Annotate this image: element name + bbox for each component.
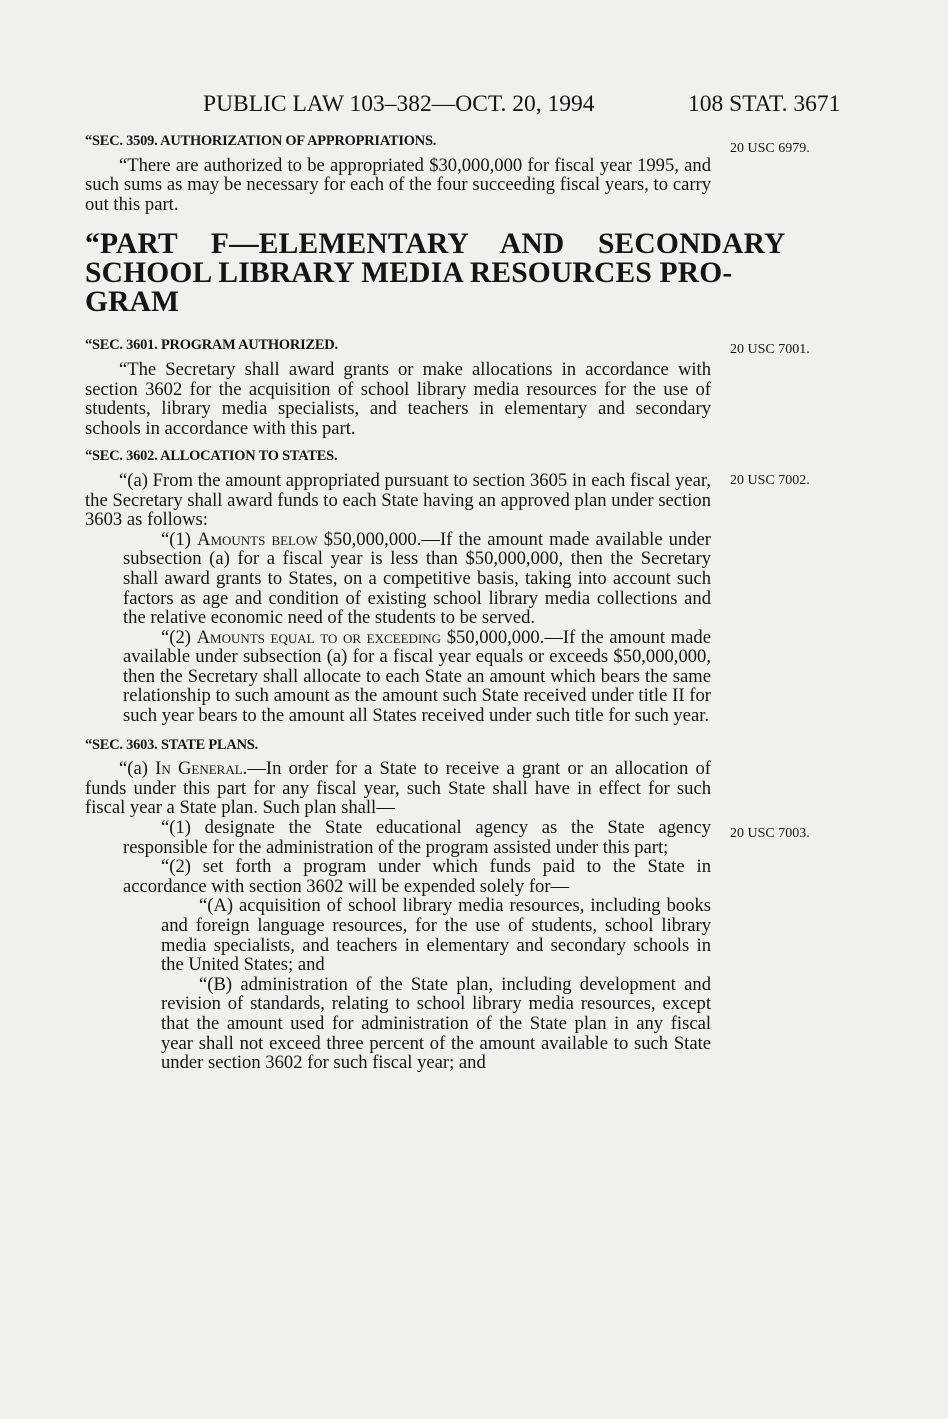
section-heading-3602: “SEC. 3602. ALLOCATION TO STATES. [85, 448, 338, 465]
section-3601-text: “The Secretary shall award grants or make allocations in accordance with section 3602 for the acquisition of school library media resources for the use of students, library media specialists, and teachers in elementary and secondary schools in accordance with this part. [85, 358, 711, 439]
part-f-heading-line1 [85, 228, 786, 261]
section-3602-p1-num: “(1) [161, 528, 198, 550]
section-3603-a-text: —In order for a State to receive a grant or an allocation of funds under this part for any fiscal year, such State shall have in effect for such fiscal year a State plan. Such plan shall— [85, 758, 712, 819]
header-title: PUBLIC LAW 103–382—OCT. 20, 1994 [203, 91, 595, 117]
part-f-heading-line3: GRAM [85, 286, 180, 319]
section-heading-3601: “SEC. 3601. PROGRAM AUTHORIZED. [85, 337, 338, 354]
section-3602-p2-text: —If the amount made available under subsection (a) for a fiscal year equals or exceeds $50,000,000, then the Secretary shall allocate to each State an amount which bears the same relationship to such amount as the amount such State received under title II for such year bears to the amount all States received under such title for such year. [123, 626, 711, 727]
section-3603-a-num: “(a) [119, 758, 156, 780]
section-heading-3509: “SEC. 3509. AUTHORIZATION OF APPROPRIATIONS. [85, 133, 437, 149]
part-f-heading-line2: SCHOOL LIBRARY MEDIA RESOURCES PRO- [85, 257, 733, 290]
section-heading-3603: “SEC. 3603. STATE PLANS. [85, 736, 258, 753]
section-3602-p1-text: —If the amount made available under subsection (a) for a fiscal year is less than $50,000,000, then the Secretary shall award grants to States, on a competitive basis, taking into account such factors as age and condition of existing school library media collections and the relative economic need of the students to be served. [123, 528, 711, 629]
margin-note-7001: 20 USC 7001. [730, 342, 810, 357]
margin-note-6979: 20 USC 6979. [730, 141, 810, 156]
part-f-heading-line1-text: “PART F—ELEMENTARY AND SECONDARY [85, 228, 786, 261]
section-3603-a-caption: In General. [155, 758, 248, 780]
part-f-heading [85, 228, 786, 319]
header-stat-page: 108 STAT. 3671 [688, 91, 841, 117]
section-3602-p2-num: “(2) [161, 626, 197, 648]
page-header [0, 88, 948, 120]
section-3603-p1: “(1) designate the State educational agency as the State agency responsible for the administration of the program assisted under this part; [123, 817, 711, 858]
section-3602-p2 [85, 628, 711, 726]
section-3603-p2: “(2) set forth a program under which funds paid to the State in accordance with section 3602 will be expended solely for— [123, 856, 711, 897]
section-3602-p2-caption: Amounts equal to or exceeding $50,000,000. [196, 626, 545, 648]
margin-note-7003: 20 USC 7003. [730, 826, 810, 841]
section-3603-a [85, 759, 711, 818]
section-3602-p1-caption: Amounts below $50,000,000. [197, 528, 422, 550]
margin-note-7002: 20 USC 7002. [730, 473, 810, 488]
section-3602-p1 [85, 530, 711, 628]
section-3603-pB: “(B) administration of the State plan, including development and revision of standards, relating to school library media resources, except that the amount used for administration of the State plan in any fiscal year shall not exceed three percent of the amount available to such State under section 3602 for such fiscal year; and [161, 973, 711, 1074]
section-3603-pA: “(A) acquisition of school library media resources, including books and foreign language resources, for the use of students, school library media specialists, and teachers in elementary and secondary schools in the United States; and [161, 895, 711, 976]
section-3509-text: “There are authorized to be appropriated $30,000,000 for fiscal year 1995, and such sums as may be necessary for each of the four succeeding fiscal years, to carry out this part. [85, 154, 711, 215]
section-3602-a: “(a) From the amount appropriated pursuant to section 3605 in each fiscal year, the Secretary shall award funds to each State having an approved plan under section 3603 as follows: [85, 469, 711, 531]
